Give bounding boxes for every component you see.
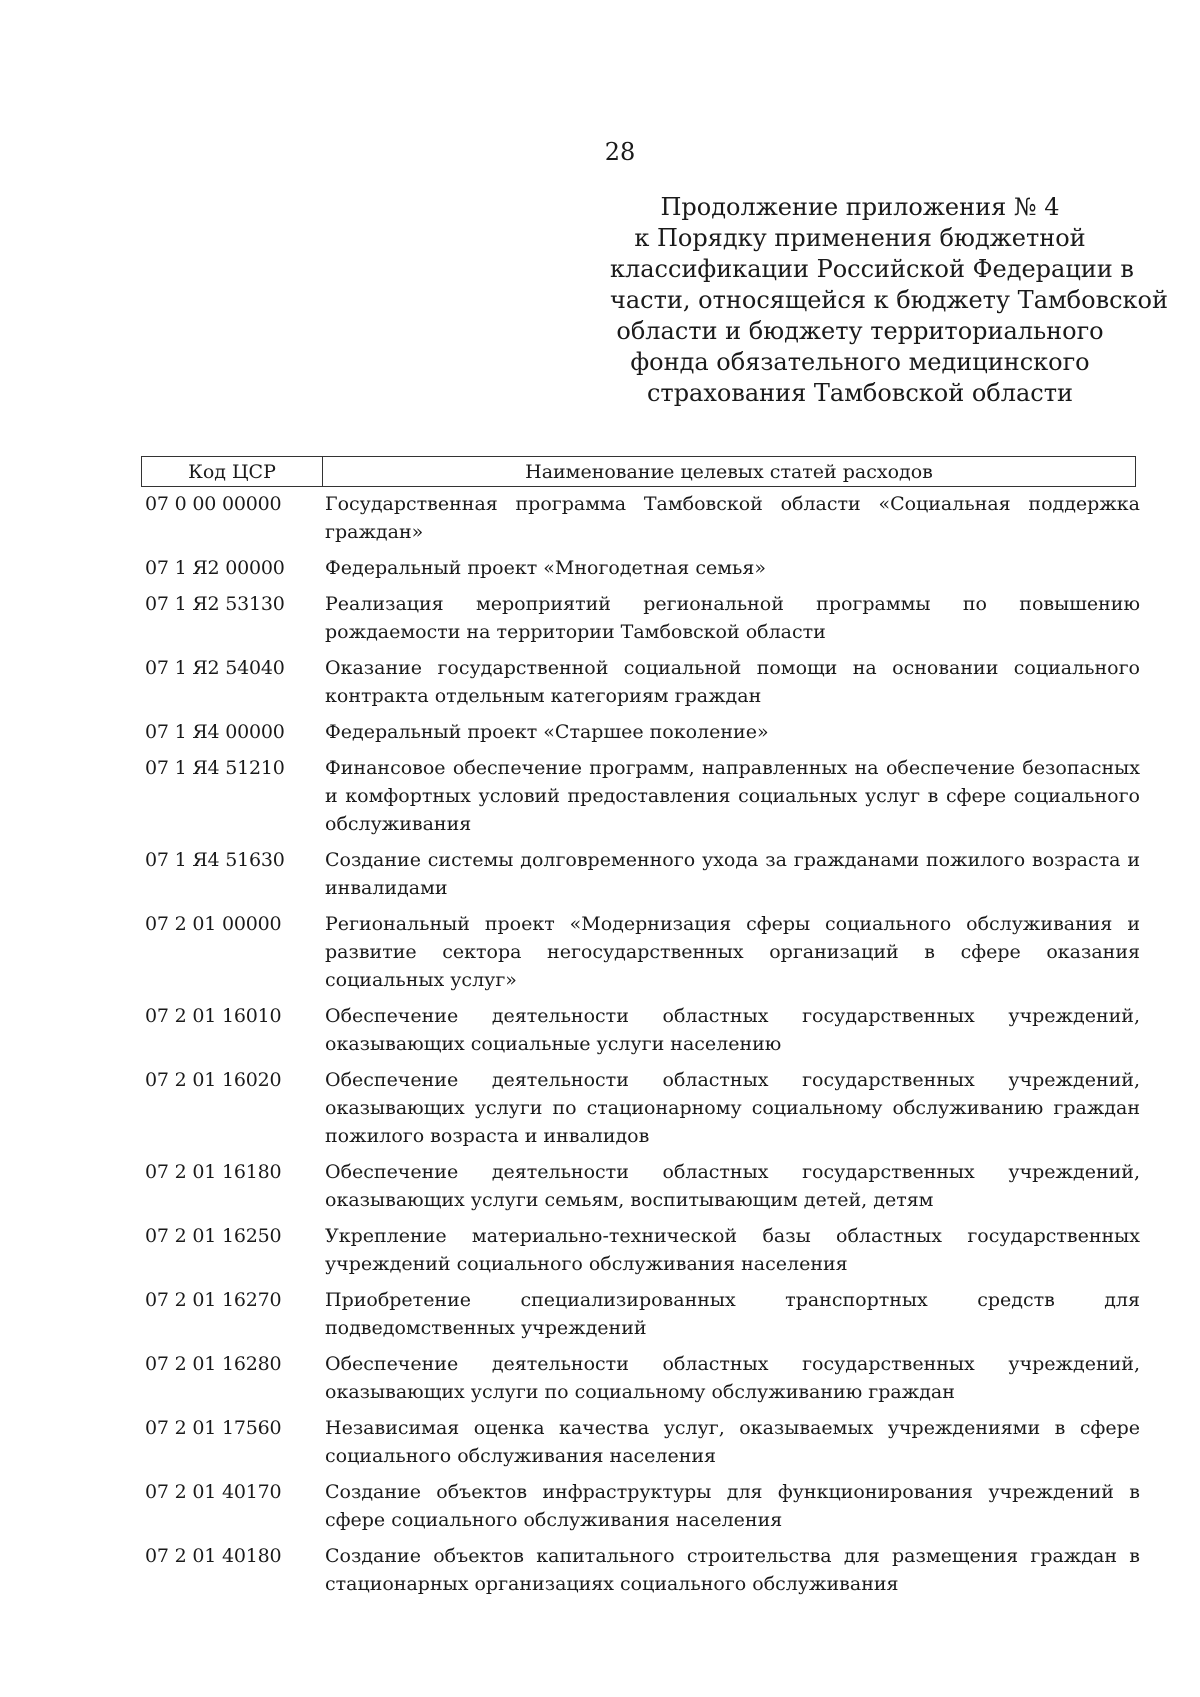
row-code: 07 0 00 00000: [145, 493, 282, 515]
row-name: Независимая оценка качества услуг, оказываемых учреждениями в сфере социального обслуживания населения: [325, 1417, 1140, 1467]
table-row: [145, 754, 1140, 838]
header-line: части, относящейся к бюджету Тамбовской: [610, 286, 1168, 314]
page-number: 28: [604, 138, 636, 166]
row-code: 07 2 01 16270: [145, 1289, 282, 1311]
row-code: 07 1 Я2 53130: [145, 593, 285, 615]
appendix-header: [610, 192, 1168, 409]
header-line: области и бюджету территориального: [616, 317, 1104, 345]
table-row: [145, 846, 1140, 902]
row-name: Создание объектов капитального строительства для размещения граждан в стационарных организациях социального обслуживания: [325, 1545, 1140, 1595]
row-name: Обеспечение деятельности областных государственных учреждений, оказывающих услуги семьям, воспитывающим детей, детям: [325, 1161, 1140, 1211]
row-code: 07 2 01 16280: [145, 1353, 282, 1375]
row-name: Обеспечение деятельности областных государственных учреждений, оказывающих услуги по стационарному социальному обслуживанию граждан пожилого возраста и инвалидов: [325, 1069, 1140, 1147]
row-code: 07 1 Я2 54040: [145, 657, 285, 679]
table-row: [145, 1414, 1140, 1470]
row-code: 07 2 01 16010: [145, 1005, 282, 1027]
row-code: 07 1 Я4 51630: [145, 849, 285, 871]
table-row: [145, 654, 1140, 710]
table-row: [145, 1478, 1140, 1534]
row-name: Оказание государственной социальной помощи на основании социального контракта отдельным категориям граждан: [325, 657, 1140, 707]
row-code: 07 2 01 17560: [145, 1417, 282, 1439]
row-code: 07 2 01 16180: [145, 1161, 282, 1183]
table-body: [145, 490, 1140, 1606]
table-row: [145, 1286, 1140, 1342]
table-header: [141, 456, 1136, 487]
header-line: фонда обязательного медицинского: [630, 348, 1090, 376]
row-name: Укрепление материально-технической базы областных государственных учреждений социального обслуживания населения: [325, 1225, 1140, 1275]
header-line: к Порядку применения бюджетной: [634, 224, 1086, 252]
row-name: Федеральный проект «Старшее поколение»: [325, 721, 769, 743]
row-code: 07 2 01 16020: [145, 1069, 282, 1091]
column-header-code: Код ЦСР: [142, 457, 323, 486]
row-name: Государственная программа Тамбовской области «Социальная поддержка граждан»: [325, 493, 1140, 543]
table-row: [145, 1222, 1140, 1278]
header-line: классификации Российской Федерации в: [610, 255, 1134, 283]
row-code: 07 2 01 16250: [145, 1225, 282, 1247]
table-row: [145, 1066, 1140, 1150]
row-code: 07 1 Я4 51210: [145, 757, 285, 779]
row-name: Создание системы долговременного ухода за гражданами пожилого возраста и инвалидами: [325, 849, 1140, 899]
row-code: 07 2 01 40180: [145, 1545, 282, 1567]
row-name: Обеспечение деятельности областных государственных учреждений, оказывающих услуги по социальному обслуживанию граждан: [325, 1353, 1140, 1403]
table-row: [145, 1158, 1140, 1214]
header-line: страхования Тамбовской области: [646, 379, 1074, 407]
row-name: Региональный проект «Модернизация сферы социального обслуживания и развитие сектора негосударственных организаций в сфере оказания социальных услуг»: [325, 913, 1140, 991]
table-row: [145, 910, 1140, 994]
table-row: [145, 590, 1140, 646]
column-header-name: Наименование целевых статей расходов: [525, 461, 933, 483]
table-row: [145, 554, 1140, 582]
row-name: Приобретение специализированных транспортных средств для подведомственных учреждений: [325, 1289, 1140, 1339]
row-name: Федеральный проект «Многодетная семья»: [325, 557, 766, 579]
row-code: 07 2 01 00000: [145, 913, 282, 935]
row-name: Финансовое обеспечение программ, направленных на обеспечение безопасных и комфортных условий предоставления социальных услуг в сфере социального обслуживания: [325, 757, 1140, 835]
row-code: 07 2 01 40170: [145, 1481, 282, 1503]
header-line: Продолжение приложения № 4: [660, 193, 1060, 221]
table-row: [145, 1350, 1140, 1406]
row-code: 07 1 Я4 00000: [145, 721, 285, 743]
table-row: [145, 490, 1140, 546]
row-name: Создание объектов инфраструктуры для функционирования учреждений в сфере социального обслуживания населения: [325, 1481, 1140, 1531]
row-name: Реализация мероприятий региональной программы по повышению рождаемости на территории Тамбовской области: [325, 593, 1140, 643]
table-row: [145, 1002, 1140, 1058]
row-name: Обеспечение деятельности областных государственных учреждений, оказывающих социальные услуги населению: [325, 1005, 1140, 1055]
table-row: [145, 718, 1140, 746]
row-code: 07 1 Я2 00000: [145, 557, 285, 579]
table-row: [145, 1542, 1140, 1598]
